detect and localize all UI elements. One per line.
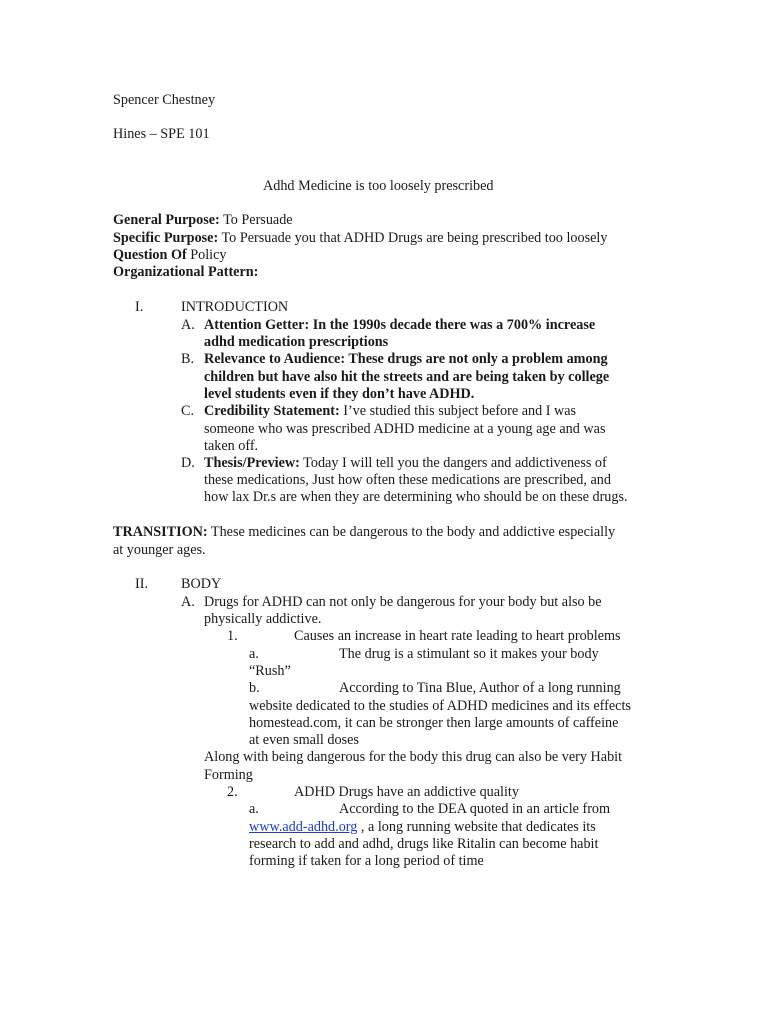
section-numeral-body: II. bbox=[135, 576, 148, 592]
credibility-label: Credibility Statement: bbox=[204, 403, 340, 419]
intro-c-letter: C. bbox=[181, 403, 195, 419]
point-1a-letter: a. bbox=[249, 646, 259, 662]
section-heading-body: BODY bbox=[181, 576, 222, 592]
point-1a-line1: The drug is a stimulant so it makes your body bbox=[339, 646, 599, 662]
specific-purpose-value: To Persuade you that ADHD Drugs are being prescribed too loosely bbox=[218, 230, 608, 246]
point-1b-line3: homestead.com, it can be stronger then large amounts of caffeine bbox=[249, 715, 619, 731]
question-value: Policy bbox=[186, 247, 227, 263]
point-2-text: ADHD Drugs have an addictive quality bbox=[294, 784, 519, 800]
attention-getter-line2: adhd medication prescriptions bbox=[204, 334, 389, 350]
section-heading-intro: INTRODUCTION bbox=[181, 299, 289, 315]
point-2a-line1: According to the DEA quoted in an article from bbox=[339, 801, 611, 817]
point-1b-line1: According to Tina Blue, Author of a long running bbox=[339, 680, 621, 696]
transition-text: These medicines can be dangerous to the body and addictive especially bbox=[207, 524, 616, 540]
credibility-text: I’ve studied this subject before and I was bbox=[339, 403, 577, 419]
attention-getter-text: In the 1990s decade there was a 700% increase bbox=[309, 317, 596, 333]
thesis-line2: these medications, Just how often these medications are prescribed, and bbox=[204, 472, 611, 488]
intro-a-letter: A. bbox=[181, 317, 195, 333]
attention-getter-label: Attention Getter: bbox=[204, 317, 310, 333]
transition-line2: at younger ages. bbox=[113, 542, 206, 558]
general-purpose-label: General Purpose: bbox=[113, 212, 220, 228]
thesis-text: Today I will tell you the dangers and addictiveness of bbox=[299, 455, 607, 471]
point-1b-line2: website dedicated to the studies of ADHD medicines and its effects bbox=[249, 698, 631, 714]
credibility-line3: taken off. bbox=[204, 438, 259, 454]
point-2a-line2 bbox=[249, 819, 596, 836]
relevance-line3: level students even if they don’t have ADHD. bbox=[204, 386, 475, 402]
question-of bbox=[113, 247, 227, 264]
general-purpose bbox=[113, 212, 293, 229]
attention-getter-line1 bbox=[204, 317, 595, 334]
document-title: Adhd Medicine is too loosely prescribed bbox=[263, 178, 494, 194]
body-a-letter: A. bbox=[181, 594, 195, 610]
intro-b-letter: B. bbox=[181, 351, 195, 367]
transition-label: TRANSITION: bbox=[113, 524, 208, 540]
specific-purpose-label: Specific Purpose: bbox=[113, 230, 219, 246]
point-1b-letter: b. bbox=[249, 680, 260, 696]
thesis-line1 bbox=[204, 455, 607, 472]
thesis-line3: how lax Dr.s are when they are determining who should be on these drugs. bbox=[204, 489, 628, 505]
section-numeral-intro: I. bbox=[135, 299, 144, 315]
author-name: Spencer Chestney bbox=[113, 92, 216, 108]
relevance-line2: children but have also hit the streets and are being taken by college bbox=[204, 369, 610, 385]
point-1b-line4: at even small doses bbox=[249, 732, 359, 748]
general-purpose-value: To Persuade bbox=[219, 212, 293, 228]
question-label: Question Of bbox=[113, 247, 187, 263]
organizational-pattern-label: Organizational Pattern: bbox=[113, 264, 259, 280]
thesis-label: Thesis/Preview: bbox=[204, 455, 300, 471]
point-2a-line4: forming if taken for a long period of time bbox=[249, 853, 484, 869]
point-2a-line2-text: , a long running website that dedicates its bbox=[357, 819, 596, 835]
bridge-line2: Forming bbox=[204, 767, 253, 783]
point-2a-line3: research to add and adhd, drugs like Ritalin can become habit bbox=[249, 836, 599, 852]
body-a-line2: physically addictive. bbox=[204, 611, 322, 627]
specific-purpose bbox=[113, 230, 607, 247]
intro-d-letter: D. bbox=[181, 455, 195, 471]
course-line: Hines – SPE 101 bbox=[113, 126, 210, 142]
add-adhd-link[interactable]: www.add-adhd.org bbox=[249, 819, 358, 835]
credibility-line1 bbox=[204, 403, 576, 420]
relevance-line1: Relevance to Audience: These drugs are not only a problem among bbox=[204, 351, 608, 367]
bridge-line1: Along with being dangerous for the body this drug can also be very Habit bbox=[204, 749, 623, 765]
transition-line1 bbox=[113, 524, 615, 541]
point-1-number: 1. bbox=[227, 628, 238, 644]
point-1a-line2: “Rush” bbox=[249, 663, 291, 679]
point-2-number: 2. bbox=[227, 784, 238, 800]
point-1-text: Causes an increase in heart rate leading to heart problems bbox=[294, 628, 621, 644]
body-a-line1: Drugs for ADHD can not only be dangerous for your body but also be bbox=[204, 594, 602, 610]
point-2a-letter: a. bbox=[249, 801, 259, 817]
credibility-line2: someone who was prescribed ADHD medicine at a young age and was bbox=[204, 421, 606, 437]
